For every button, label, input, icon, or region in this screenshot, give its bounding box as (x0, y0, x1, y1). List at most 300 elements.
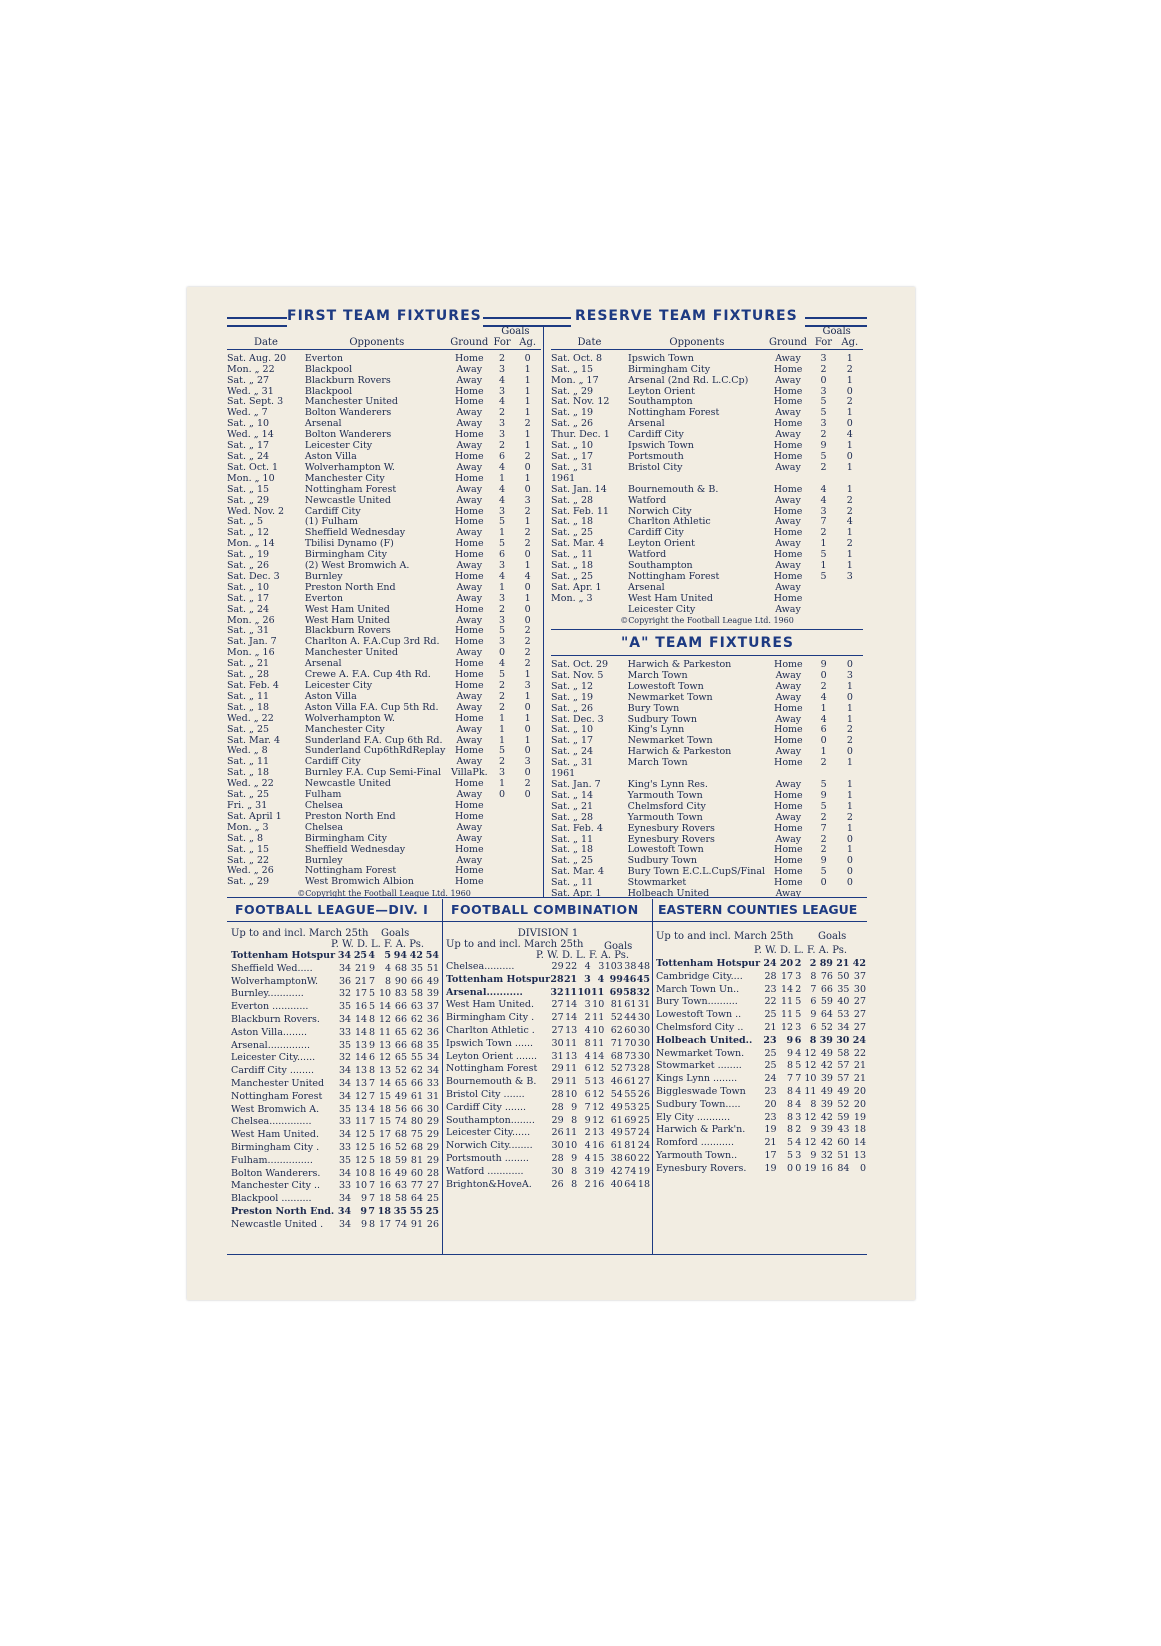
fixture-opponent: Yarmouth Town (627, 811, 703, 823)
goals-for: 35 (393, 1205, 408, 1217)
drawn: 7 (369, 1090, 376, 1102)
fixture-date: Sat. „ 11 (227, 690, 270, 702)
fixture-date: Sat. „ 25 (227, 789, 270, 801)
team-name: Arsenal.............. (231, 1039, 310, 1051)
team-name: Biggleswade Town (656, 1085, 746, 1097)
lost: 9 (810, 1149, 817, 1161)
goals-for: 42 (820, 1060, 833, 1072)
standings-row (231, 1193, 439, 1206)
goals-against: 4 (846, 429, 853, 441)
drawn: 5 (795, 1060, 802, 1072)
standings-row (656, 1124, 866, 1137)
drawn: 2 (795, 983, 802, 995)
goals-for: 68 (610, 1050, 623, 1062)
goals-for: 2 (820, 811, 827, 823)
team-name: Portsmouth ........ (446, 1152, 529, 1164)
lost: 10 (804, 1073, 817, 1085)
team-name: West Ham United. (446, 999, 535, 1011)
fixture-date: Sat. „ 28 (227, 669, 270, 681)
fixture-date: Sat. Aug. 20 (227, 352, 287, 364)
goals-for: 4 (499, 483, 506, 495)
goals-for: 16 (820, 1162, 833, 1174)
fixture-date: Sat. „ 18 (551, 844, 594, 856)
standings-row (231, 1014, 439, 1027)
section-rule (227, 921, 867, 922)
goals-for: 3 (499, 592, 506, 604)
goals-against: 1 (846, 844, 853, 856)
drawn: 4 (795, 1085, 802, 1097)
goals-against: 3 (524, 680, 531, 691)
reserve-team-title: RESERVE TEAM FIXTURES (575, 308, 798, 324)
won: 13 (354, 1077, 368, 1089)
fixture-opponent: March Town (627, 757, 688, 769)
standings-row (656, 1163, 866, 1176)
title-rule (227, 317, 287, 327)
drawn: 5 (369, 988, 376, 1000)
fixture-row (227, 376, 541, 387)
fixture-date: Sat. Jan. 14 (551, 483, 607, 495)
reserve-team-fixtures (551, 327, 863, 625)
played: 34 (338, 1013, 352, 1025)
drawn: 2 (794, 958, 802, 969)
goals-for: 76 (820, 970, 833, 982)
goals-against: 3 (846, 669, 853, 681)
fixture-opponent: Chelsea (304, 799, 344, 811)
fixture-ground: Away (456, 581, 483, 593)
drawn: 9 (369, 962, 376, 974)
goals-for: 4 (820, 494, 827, 506)
fixture-ground: Home (773, 592, 803, 604)
ag-header: Ag. (841, 336, 859, 348)
fixture-row (551, 791, 863, 802)
date-header: Date (577, 336, 602, 348)
goals-for: 5 (499, 516, 506, 528)
goals-against: 1 (846, 800, 853, 812)
played: 35 (338, 1001, 352, 1013)
points: 29 (426, 1154, 439, 1166)
goals-for: 2 (499, 756, 506, 768)
standings-row (446, 1102, 650, 1115)
goals-for: 4 (499, 494, 506, 506)
team-name: Burnley............ (231, 988, 304, 1000)
fixture-row (551, 780, 863, 791)
goals-for (810, 605, 836, 616)
goals-for: 52 (610, 1012, 623, 1024)
goals-against: 4 (846, 516, 853, 528)
team-name: Bournemouth & B. (446, 1076, 537, 1088)
won: 11 (565, 1076, 578, 1088)
fixture-date: Sat. „ 17 (551, 735, 594, 747)
fixture-opponent: Preston North End (304, 810, 396, 822)
goals-for: 52 (610, 1063, 623, 1075)
fixture-ground: Home (454, 778, 484, 790)
played: 35 (338, 1154, 352, 1166)
standings-row (446, 987, 650, 1000)
drawn: 9 (584, 1114, 591, 1126)
goals-for: 49 (610, 1101, 623, 1113)
goals-against: 50 (837, 970, 850, 982)
fixture-ground: Away (456, 461, 483, 473)
won: 20 (779, 958, 794, 969)
played: 34 (338, 1090, 352, 1102)
fixture-date: Sat. „ 19 (551, 407, 594, 419)
fixture-row (551, 517, 863, 528)
goals-for: 5 (499, 625, 506, 637)
fixture-ground: Home (454, 625, 484, 637)
points: 25 (637, 1101, 650, 1113)
lost: 9 (810, 1124, 817, 1136)
won: 9 (361, 1193, 368, 1205)
goals-for: 63 (394, 1180, 408, 1192)
league-div1-title: FOOTBALL LEAGUE—DIV. I (235, 902, 429, 917)
standings-row (446, 974, 650, 987)
goals-against: 81 (624, 1140, 637, 1152)
fixture-date: Sat. Mar. 4 (227, 734, 281, 746)
won: 7 (787, 1073, 794, 1085)
fixture-opponent: Sunderland F.A. Cup 6th Rd. (304, 734, 443, 746)
fixture-opponent: Blackpool (304, 385, 353, 397)
fixture-ground: Away (456, 614, 483, 626)
goals-for: 5 (820, 866, 827, 878)
team-name: WolverhamptonW. (231, 975, 319, 987)
fixture-date: Mon. „ 14 (227, 538, 275, 550)
fixture-ground: Away (456, 374, 483, 386)
fixture-ground: Away (456, 723, 483, 735)
team-name: Watford ............ (446, 1165, 524, 1177)
goals-against: 60 (624, 1024, 637, 1036)
drawn: 4 (795, 1047, 802, 1059)
fixture-ground: Away (775, 516, 801, 528)
standings-row (446, 1076, 650, 1089)
fixture-date: Sat. „ 26 (551, 418, 594, 430)
fixture-date: Sat. Oct. 29 (551, 659, 609, 670)
goals-for: 2 (499, 352, 506, 364)
goals-against: 64 (410, 1193, 423, 1205)
fixture-date: Sat. Feb. 11 (551, 505, 609, 517)
goals-against: 2 (846, 505, 853, 517)
goals-against: 0 (846, 385, 853, 397)
fixture-date: Sat. „ 10 (227, 581, 270, 593)
fixture-row (551, 550, 863, 561)
lost: 18 (377, 1205, 392, 1217)
eastern-counties-table (656, 928, 866, 1176)
goals-against: 1 (846, 374, 853, 386)
won: 9 (360, 1205, 368, 1217)
fixture-row (551, 813, 863, 824)
team-name: Leyton Orient ....... (446, 1050, 538, 1062)
fixture-row (551, 430, 863, 441)
goals-against: 57 (624, 1127, 637, 1139)
fixture-sheet (187, 287, 915, 1300)
goals-for (490, 845, 515, 856)
fixture-ground: Away (456, 690, 483, 702)
lost: 12 (378, 1013, 392, 1025)
fixture-row (227, 834, 541, 845)
played: 28 (550, 973, 564, 985)
goals-against: 3 (846, 570, 853, 582)
won: 5 (787, 1149, 794, 1161)
goals-against: 73 (624, 1050, 637, 1062)
fixture-opponent: Bolton Wanderers (304, 407, 392, 419)
fixture-date: Sat. „ 25 (551, 855, 594, 867)
drawn: 4 (584, 1140, 591, 1152)
standings-row (446, 961, 650, 974)
fixture-ground: Home (454, 658, 484, 670)
drawn: 3 (795, 970, 802, 982)
fixture-date: Sat. „ 25 (227, 723, 270, 735)
goals-against: 0 (524, 614, 531, 626)
goals-against: 1 (524, 407, 531, 419)
won: 11 (565, 1037, 578, 1049)
drawn: 7 (795, 1073, 802, 1085)
goals-for (490, 801, 515, 812)
goals-against: 84 (837, 1162, 850, 1174)
fixture-opponent: Manchester United (304, 647, 398, 659)
fixture-date: Wed. „ 26 (227, 865, 274, 877)
fixture-opponent: Sudbury Town (627, 713, 698, 725)
goals-against: 60 (624, 1152, 637, 1164)
goals-against: 0 (524, 461, 531, 473)
goals-against: 1 (524, 516, 531, 528)
goals-against: 1 (846, 713, 853, 725)
fixture-opponent: Bury Town (627, 702, 680, 714)
played: 28 (551, 1152, 564, 1164)
fixture-date: Wed. „ 14 (227, 429, 274, 441)
goals-for: 71 (610, 1037, 623, 1049)
drawn: 4 (584, 961, 591, 972)
fixture-ground: Away (775, 713, 802, 725)
points: 25 (637, 1114, 650, 1126)
won: 14 (354, 1013, 368, 1025)
fixture-date: Sat. „ 29 (227, 494, 270, 506)
goals-for: 0 (820, 735, 827, 747)
played: 28 (764, 970, 777, 982)
fixture-row (227, 725, 541, 736)
fixture-date: Mon. „ 22 (227, 363, 275, 375)
standings-subtitle: Up to and incl. March 25th (231, 928, 369, 939)
goals-against: 2 (524, 625, 531, 637)
goals-for (490, 877, 515, 888)
won: 11 (780, 996, 794, 1008)
lost: 15 (378, 1090, 392, 1102)
team-name: Newcastle United . (231, 1218, 324, 1230)
fixture-opponent: Nottingham Forest (304, 483, 397, 495)
goals-against: 74 (624, 1165, 637, 1177)
fixture-opponent: Newmarket Town (627, 735, 713, 747)
fixture-date: Sat. Sept. 3 (227, 396, 284, 408)
fixture-date: Sat. April 1 (227, 810, 282, 822)
fixture-opponent: Birmingham City (304, 832, 387, 844)
fixture-opponent: Leyton Orient (627, 538, 695, 550)
fixture-opponent: Newcastle United (304, 494, 391, 506)
goals-for (490, 834, 515, 845)
fixture-opponent: Charlton Athletic (627, 516, 711, 528)
drawn: 3 (584, 1165, 591, 1177)
team-name: Ely City ........... (656, 1111, 731, 1123)
team-name: Charlton Athletic . (446, 1024, 535, 1036)
fixture-opponent: Everton (304, 352, 343, 364)
goals-for (490, 856, 515, 867)
section-rule (551, 629, 863, 630)
fixture-date: Sat. „ 8 (227, 832, 264, 844)
fixture-row (227, 430, 541, 441)
team-name: Preston North End. (231, 1205, 335, 1217)
drawn: 8 (369, 1026, 376, 1038)
standings-row (231, 1040, 439, 1053)
standings-row (656, 1099, 866, 1112)
fixture-ground: Home (454, 352, 484, 364)
played: 24 (763, 958, 777, 969)
played: 23 (764, 1085, 777, 1097)
fixture-opponent: Tbilisi Dynamo (F) (304, 538, 394, 550)
fixture-ground: Home (454, 680, 484, 691)
goals-for: 64 (820, 1009, 833, 1021)
fixture-opponent: Charlton A. F.A.Cup 3rd Rd. (304, 636, 440, 648)
goals-for: 9 (820, 789, 827, 801)
won: 14 (354, 1052, 368, 1064)
goals-against: 55 (409, 1205, 423, 1217)
team-name: Aston Villa........ (231, 1026, 308, 1038)
team-name: Brighton&HoveA. (446, 1178, 532, 1190)
fixture-opponent: Lowestoft Town (627, 680, 704, 692)
goals-against: 1 (524, 363, 531, 375)
fixture-opponent: Watford (627, 494, 667, 506)
team-name: Birmingham City . (446, 1012, 535, 1024)
fixture-opponent: Burnley F.A. Cup Semi-Final (304, 767, 442, 779)
fixture-date: Sat. „ 18 (551, 516, 594, 528)
fixture-date: Sat. Nov. 12 (551, 396, 610, 408)
standings-row (656, 1137, 866, 1150)
drawn: 2 (584, 1127, 591, 1139)
team-name: Kings Lynn ........ (656, 1073, 738, 1085)
drawn: 6 (584, 1063, 591, 1075)
goals-for: 0 (820, 374, 827, 386)
lost: 17 (378, 1129, 392, 1141)
goals-against: 0 (524, 603, 531, 615)
goals-against: 62 (410, 1026, 423, 1038)
fixture-ground: Away (775, 374, 801, 386)
team-name: Leicester City...... (446, 1127, 531, 1139)
drawn: 8 (369, 1065, 376, 1077)
goals-against: 0 (524, 701, 531, 713)
won: 9 (571, 1152, 578, 1164)
goals-for: 39 (820, 1124, 833, 1136)
standings-row (231, 1155, 439, 1168)
fixture-date: Sat. „ 25 (551, 570, 594, 582)
fixture-opponent: Aston Villa (304, 690, 357, 702)
columns-label: P. W. D. L. F. A. Ps. (536, 950, 630, 961)
goals-for: 5 (499, 745, 506, 757)
lost: 13 (378, 1065, 392, 1077)
drawn: 8 (584, 1037, 591, 1049)
fixture-opponent: Lowestoft Town (627, 844, 704, 856)
points: 37 (426, 1001, 439, 1013)
fixture-row (227, 485, 541, 496)
lost: 13 (592, 1076, 605, 1088)
points: 0 (859, 1162, 866, 1174)
fixture-date: Sat. „ 28 (551, 494, 594, 506)
goals-against: 1 (524, 712, 531, 724)
lost: 16 (378, 1167, 392, 1179)
goals-against: 52 (837, 1098, 850, 1110)
points: 31 (426, 1090, 439, 1102)
lost: 6 (810, 996, 817, 1008)
goals-for: 6 (820, 724, 827, 736)
played: 19 (764, 1162, 777, 1174)
lost: 12 (804, 1047, 817, 1059)
fixture-opponent: Sunderland Cup6thRdReplay (304, 745, 446, 757)
fixture-opponent: Nottingham Forest (627, 407, 720, 419)
lost: 4 (384, 962, 392, 974)
won: 14 (354, 1026, 368, 1038)
won: 11 (565, 1127, 578, 1139)
fixture-ground: Home (773, 549, 803, 561)
fixture-ground: Home (454, 472, 484, 484)
fixture-ground: Home (454, 810, 484, 822)
points: 51 (426, 962, 439, 974)
goals-against: 57 (837, 1060, 850, 1072)
goals-for: 1 (499, 527, 506, 539)
fixture-ground: Home (454, 712, 484, 724)
goals-for: 49 (394, 1090, 408, 1102)
goals-for: 4 (499, 461, 506, 473)
goals-against: 1 (846, 680, 853, 692)
goals-against: 0 (846, 450, 853, 462)
fixture-row (227, 812, 541, 823)
fixture-opponent: King's Lynn Res. (627, 778, 708, 790)
goals-against: 3 (524, 494, 531, 506)
goals-against: 38 (624, 961, 637, 972)
lost: 14 (378, 1077, 392, 1089)
standings-row (446, 1051, 650, 1064)
lost: 14 (592, 1050, 605, 1062)
points: 20 (853, 1098, 866, 1110)
goals-for: 49 (820, 1085, 833, 1097)
goals-against: 0 (846, 866, 853, 878)
points: 26 (426, 1218, 439, 1230)
drawn: 7 (584, 1101, 591, 1113)
goals-against: 3 (524, 756, 531, 768)
played: 34 (338, 1077, 352, 1089)
lost: 11 (592, 1012, 605, 1024)
fixture-ground: Home (774, 855, 803, 867)
fixture-date: Mon. „ 3 (551, 592, 593, 604)
team-name: Tottenham Hotspur (446, 973, 551, 985)
goals-against (514, 834, 541, 845)
played: 32 (338, 988, 352, 1000)
team-name: Birmingham City . (231, 1141, 320, 1153)
team-name: Sheffield Wed..... (231, 962, 313, 974)
points: 25 (425, 1205, 439, 1217)
won: 12 (354, 1129, 368, 1141)
goals-against: 2 (524, 658, 531, 670)
date-header: Date (253, 336, 278, 348)
played: 29 (551, 1063, 564, 1075)
fixture-opponent: Sudbury Town (627, 855, 698, 867)
fixture-row (551, 441, 863, 452)
fixture-opponent: Southampton (627, 560, 693, 572)
points: 24 (637, 1140, 650, 1152)
fixture-date: Mon. „ 26 (227, 614, 275, 626)
standings-row (231, 1180, 439, 1193)
goals-against: 0 (846, 877, 853, 889)
fixture-row (551, 539, 863, 550)
fixture-date: Sat. „ 31 (551, 757, 594, 769)
points: 27 (637, 1076, 650, 1088)
fixture-ground: Home (454, 843, 484, 855)
played: 24 (764, 1073, 777, 1085)
fixture-row (551, 671, 863, 682)
